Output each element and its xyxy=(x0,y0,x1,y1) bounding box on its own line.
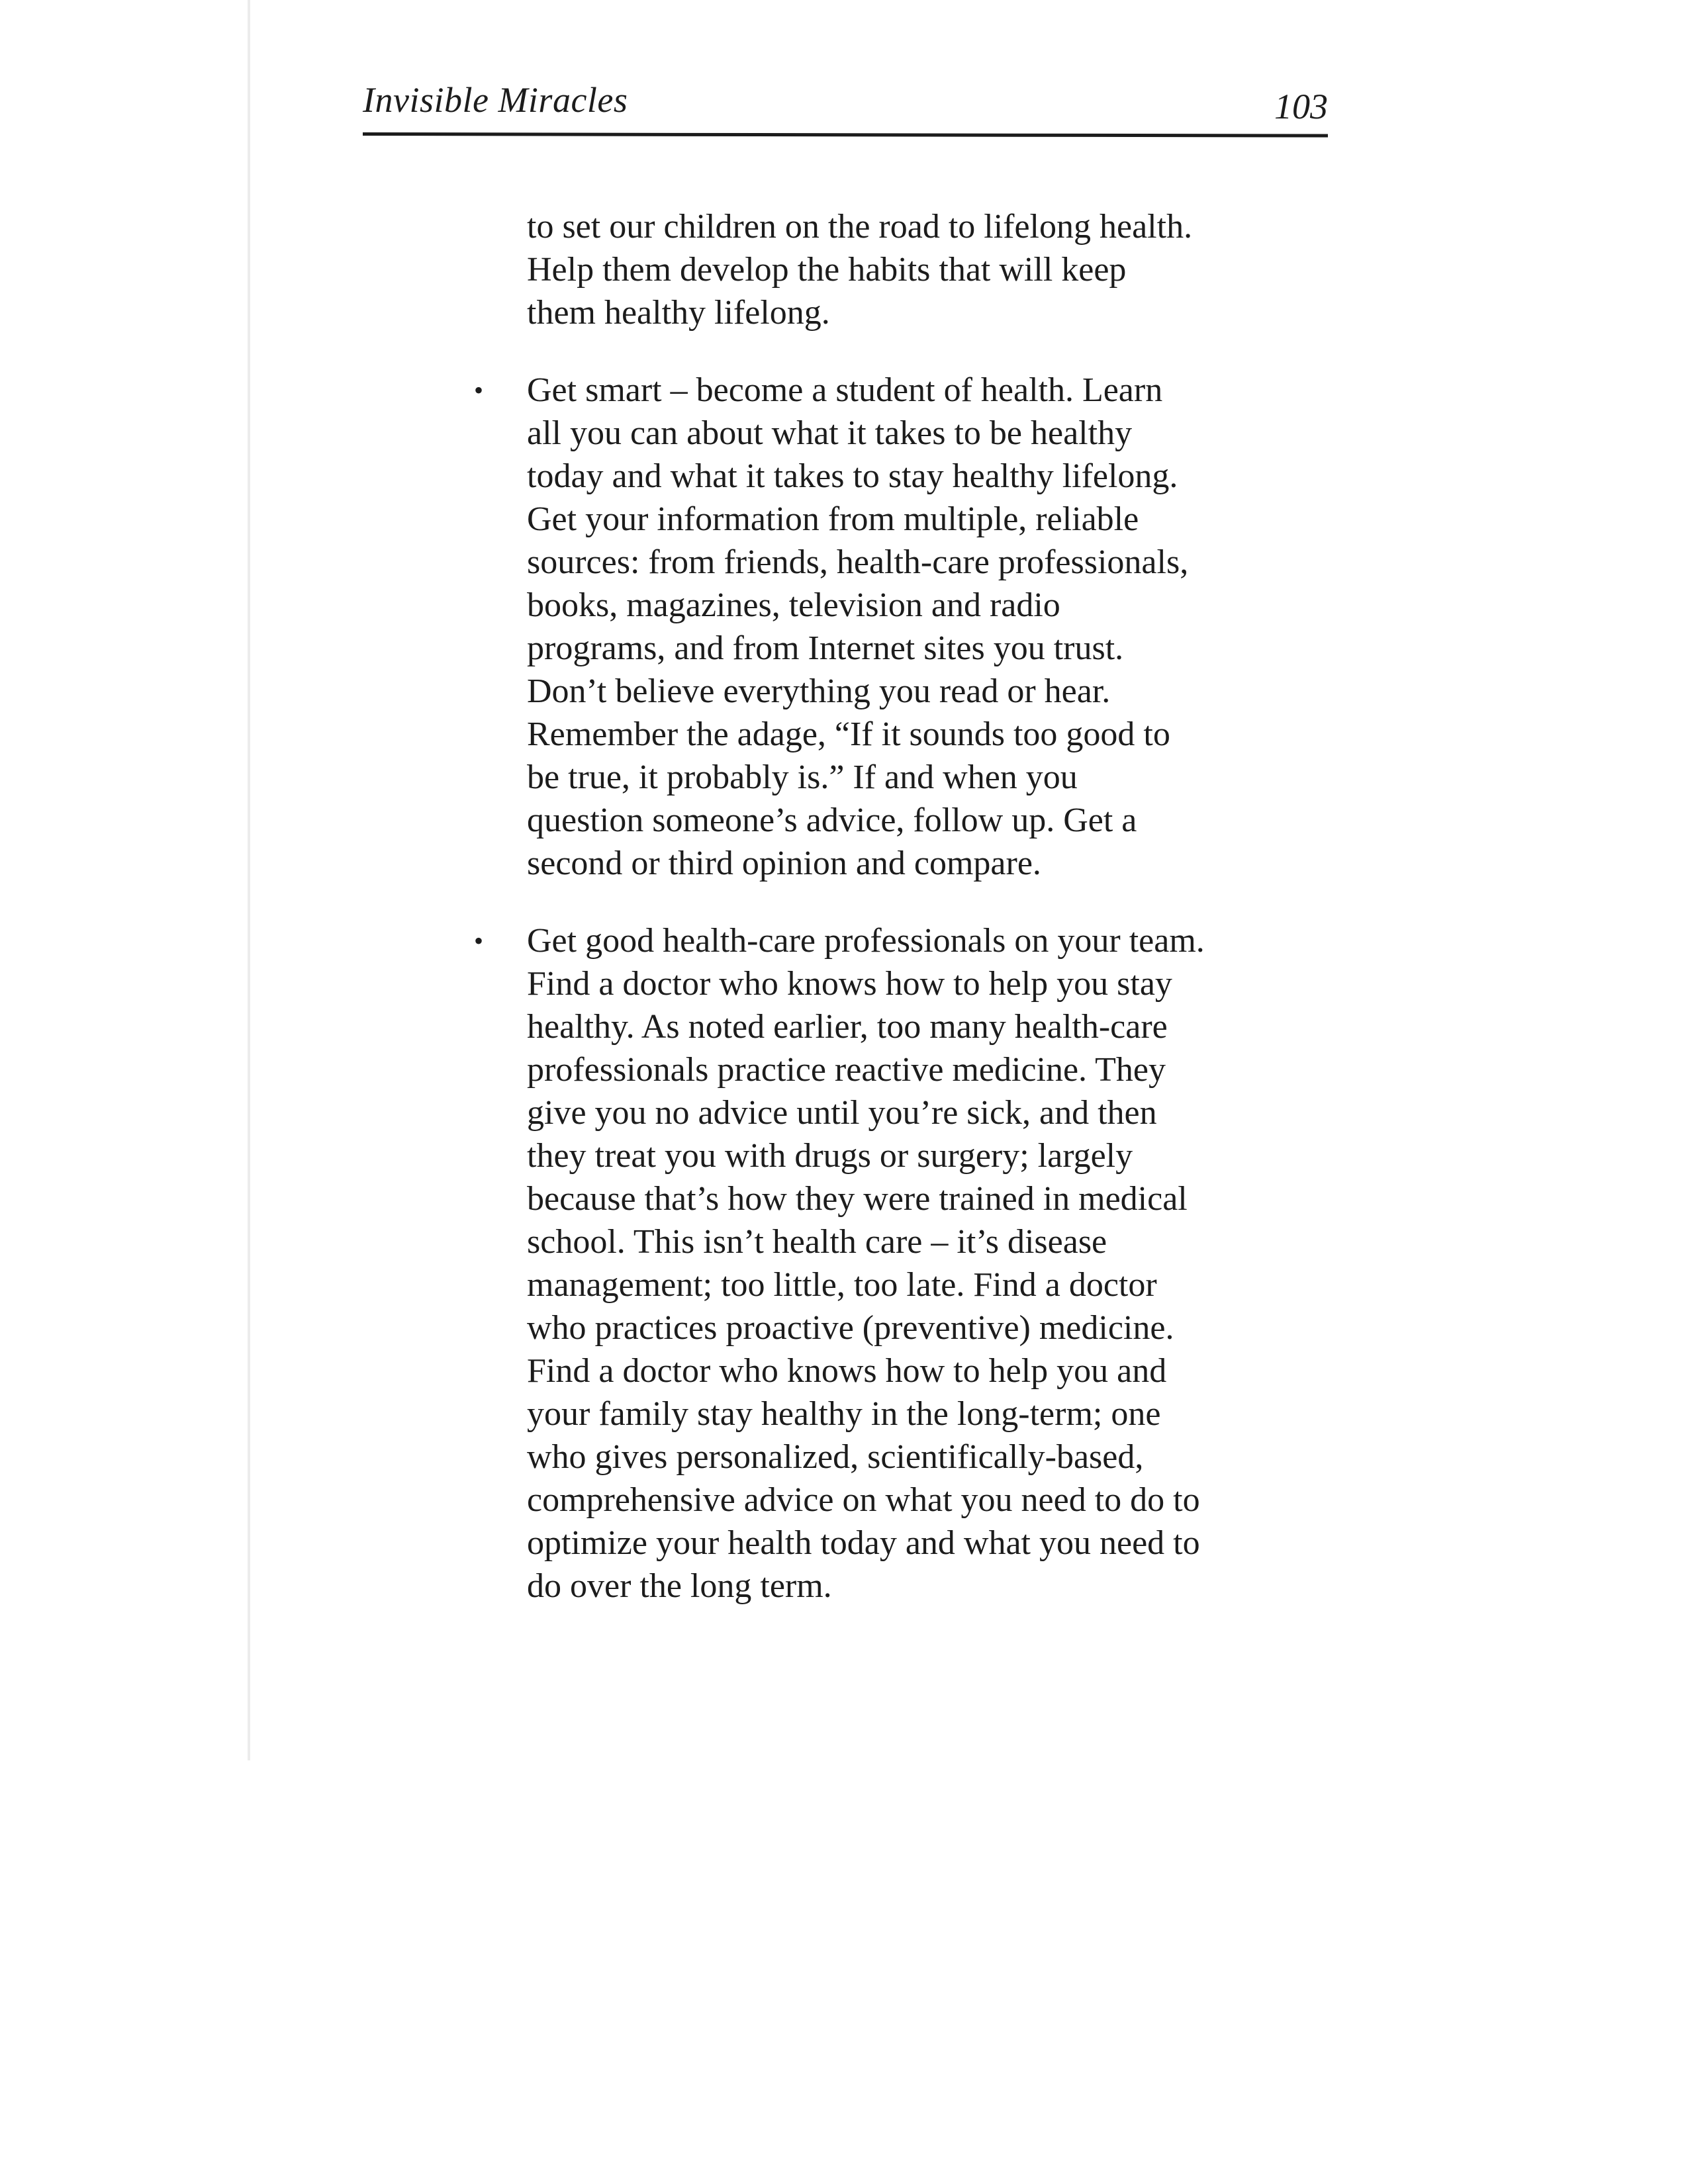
bullet-item-health-care-team xyxy=(474,919,1268,1608)
text-line: optimize your health today and what you need to xyxy=(527,1524,1200,1562)
text-line: school. This isn’t health care – it’s disease xyxy=(527,1223,1107,1261)
text-line: Help them develop the habits that will keep xyxy=(527,251,1127,289)
text-line: books, magazines, television and radio xyxy=(527,586,1060,624)
text-line: Get smart – become a student of health. Learn xyxy=(527,371,1163,409)
text-line: Get good health-care professionals on your team. xyxy=(527,922,1205,960)
text-line: Find a doctor who knows how to help you and xyxy=(527,1352,1167,1390)
text-line: professionals practice reactive medicine. They xyxy=(527,1051,1166,1089)
text-line: question someone’s advice, follow up. Get a xyxy=(527,801,1137,839)
bullet-marker: • xyxy=(474,926,484,956)
text-line: second or third opinion and compare. xyxy=(527,844,1041,882)
text-line: be true, it probably is.” If and when you xyxy=(527,758,1078,796)
page-number: 103 xyxy=(1274,87,1328,126)
text-line: they treat you with drugs or surgery; largely xyxy=(527,1137,1133,1175)
continuation-paragraph xyxy=(527,205,1268,334)
text-line: sources: from friends, health-care professionals, xyxy=(527,543,1189,581)
text-line: to set our children on the road to lifelong health. xyxy=(527,208,1193,246)
text-line: because that’s how they were trained in medical xyxy=(527,1180,1188,1218)
text-line: give you no advice until you’re sick, and then xyxy=(527,1094,1157,1132)
page-body xyxy=(474,205,1268,1642)
text-line: healthy. As noted earlier, too many health-care xyxy=(527,1008,1168,1046)
text-line: Find a doctor who knows how to help you stay xyxy=(527,965,1172,1003)
bullet-marker: • xyxy=(474,375,484,405)
text-line: programs, and from Internet sites you trust. xyxy=(527,629,1124,667)
text-line: Get your information from multiple, reliable xyxy=(527,500,1139,538)
text-line: do over the long term. xyxy=(527,1567,832,1605)
text-line: comprehensive advice on what you need to do to xyxy=(527,1481,1200,1519)
text-line: them healthy lifelong. xyxy=(527,294,830,332)
header-rule xyxy=(363,132,1328,138)
scan-edge-shadow xyxy=(248,0,250,1760)
running-header xyxy=(363,71,1328,144)
text-line: Don’t believe everything you read or hear. xyxy=(527,672,1111,710)
text-line: today and what it takes to stay healthy lifelong. xyxy=(527,457,1178,495)
book-title: Invisible Miracles xyxy=(363,80,628,120)
bullet-item-get-smart xyxy=(474,369,1268,885)
text-line: management; too little, too late. Find a doctor xyxy=(527,1266,1157,1304)
text-line: who practices proactive (preventive) medicine. xyxy=(527,1309,1174,1347)
text-line: your family stay healthy in the long-term; one xyxy=(527,1395,1161,1433)
text-line: who gives personalized, scientifically-based, xyxy=(527,1438,1144,1476)
text-line: Remember the adage, “If it sounds too good to xyxy=(527,715,1170,753)
text-line: all you can about what it takes to be healthy xyxy=(527,414,1133,452)
